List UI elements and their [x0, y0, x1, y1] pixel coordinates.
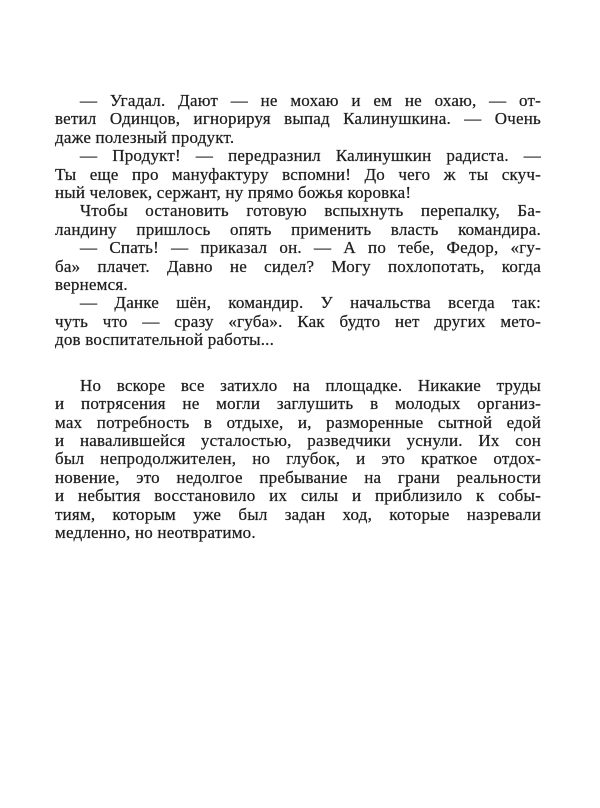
paragraph	[55, 294, 541, 349]
text-line: ландину пришлось опять применить власть командира.	[55, 219, 541, 239]
page-text	[55, 92, 541, 542]
paragraph	[55, 202, 541, 239]
text-line: медленно, но неотвратимо.	[55, 522, 256, 542]
paragraph	[55, 377, 541, 543]
text-line: вернемся.	[55, 275, 128, 295]
text-line: ветил Одинцов, игнорируя выпад Калинушкина. — Очень	[55, 109, 541, 129]
text-line: Чтобы остановить готовую вспыхнуть перепалку, Ба-	[80, 201, 541, 221]
text-line: Ты еще про мануфактуру вспомни! До чего ж ты скуч-	[55, 164, 541, 184]
paragraph	[55, 147, 541, 202]
text-line: ный человек, сержант, ну прямо божья коровка!	[55, 183, 412, 203]
text-line: — Данке шён, командир. У начальства всегда так:	[80, 293, 541, 313]
paragraph	[55, 92, 541, 147]
text-line: дов воспитательной работы...	[55, 330, 275, 350]
text-line: мах потребность в отдыхе, и, разморенные сытной едой	[55, 412, 541, 432]
text-line: Но вскоре все затихло на площадке. Никакие труды	[80, 375, 541, 395]
text-line: и небытия восстановило их силы и приблизило к собы-	[55, 486, 541, 506]
paragraph	[55, 239, 541, 294]
text-line: ба» плачет. Давно не сидел? Могу похлопотать, когда	[55, 256, 541, 276]
text-line: тиям, которым уже был задан ход, которые назревали	[55, 504, 541, 524]
text-line: чуть что — сразу «губа». Как будто нет других мето-	[55, 311, 541, 331]
text-line: — Спать! — приказал он. — А по тебе, Федор, «гу-	[80, 238, 541, 258]
text-line: даже полезный продукт.	[55, 127, 235, 147]
text-line: и навалившейся усталостью, разведчики уснули. Их сон	[55, 430, 541, 450]
text-line: — Угадал. Дают — не мохаю и ем не охаю, — от-	[80, 91, 541, 110]
text-line: и потрясения не могли заглушить в молодых организ-	[55, 394, 541, 414]
text-line: — Продукт! — передразнил Калинушкин радиста. —	[80, 146, 541, 166]
text-line: был непродолжителен, но глубок, и это краткое отдох-	[55, 449, 541, 469]
text-line: новение, это недолгое пребывание на грани реальности	[55, 467, 541, 487]
